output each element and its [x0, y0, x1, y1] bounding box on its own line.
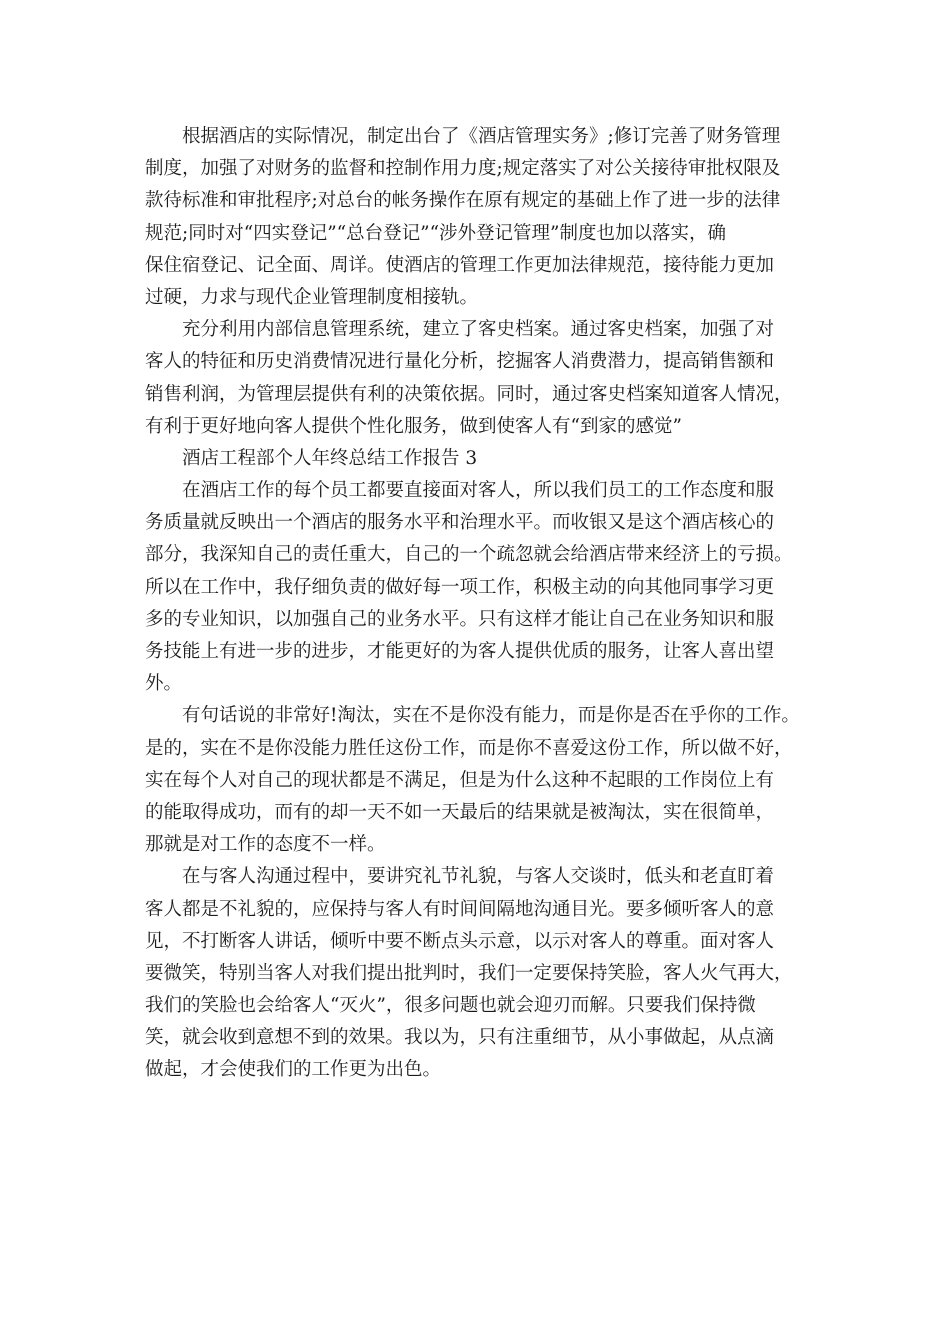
text-line: 外。: [145, 673, 183, 695]
text-line: 所以在工作中，我仔细负责的做好每一项工作，积极主动的向其他同事学习更: [145, 576, 775, 598]
text-line: 那就是对工作的态度不一样。: [145, 834, 386, 856]
text-line: 部分，我深知自己的责任重大，自己的一个疏忽就会给酒店带来经济上的亏损。: [145, 544, 793, 566]
text-line: 见，不打断客人讲话，倾听中要不断点头示意，以示对客人的尊重。面对客人: [145, 930, 775, 952]
text-line: 在酒店工作的每个员工都要直接面对客人，所以我们员工的工作态度和服: [182, 480, 775, 502]
text-line: 过硬，力求与现代企业管理制度相接轨。: [145, 286, 479, 308]
text-line: 有句话说的非常好!淘汰，实在不是你没有能力，而是你是否在乎你的工作。: [182, 705, 800, 727]
text-line: 客人都是不礼貌的，应保持与客人有时间间隔地沟通目光。要多倾听客人的意: [145, 898, 775, 920]
text-line: 制度，加强了对财务的监督和控制作用力度;规定落实了对公关接待审批权限及: [145, 158, 781, 180]
text-line: 销售利润，为管理层提供有利的决策依据。同时，通过客史档案知道客人情况，: [145, 383, 793, 405]
text-line: 务质量就反映出一个酒店的服务水平和治理水平。而收银又是这个酒店核心的: [145, 512, 775, 534]
document-body: [145, 121, 825, 1087]
text-line: 务技能上有进一步的进步，才能更好的为客人提供优质的服务，让客人喜出望: [145, 641, 775, 662]
text-line: 客人的特征和历史消费情况进行量化分析，挖掘客人消费潜力，提高销售额和: [145, 351, 775, 373]
text-line: 我们的笑脸也会给客人“灭火”，很多问题也就会迎刃而解。只要我们保持微: [145, 995, 756, 1017]
text-line: 做起，才会使我们的工作更为出色。: [145, 1059, 442, 1081]
text-line: 有利于更好地向客人提供个性化服务，做到使客人有“到家的感觉”: [145, 415, 682, 437]
text-line: 实在每个人对自己的现状都是不满足，但是为什么这种不起眼的工作岗位上有: [145, 769, 775, 791]
text-line: 要微笑，特别当客人对我们提出批判时，我们一定要保持笑脸，客人火气再大，: [145, 962, 793, 984]
text-line: 酒店工程部个人年终总结工作报告 3: [182, 447, 478, 469]
text-line: 多的专业知识，以加强自己的业务水平。只有这样才能让自己在业务知识和服: [145, 608, 775, 630]
text-line: 的能取得成功，而有的却一天不如一天最后的结果就是被淘汰，实在很简单，: [145, 801, 775, 823]
text-line: 规范;同时对“四实登记”“总台登记”“涉外登记管理”制度也加以落实，确: [145, 222, 726, 244]
text-line: 根据酒店的实际情况，制定出台了《酒店管理实务》;修订完善了财务管理: [182, 126, 781, 147]
text-line: 笑，就会收到意想不到的效果。我以为，只有注重细节，从小事做起，从点滴: [145, 1027, 775, 1049]
text-line: 款待标准和审批程序;对总台的帐务操作在原有规定的基础上作了进一步的法律: [145, 190, 781, 212]
text-line: 充分利用内部信息管理系统，建立了客史档案。通过客史档案，加强了对: [182, 319, 775, 341]
text-line: 是的，实在不是你没能力胜任这份工作，而是你不喜爱这份工作，所以做不好，: [145, 737, 793, 759]
text-line: 保住宿登记、记全面、周详。使酒店的管理工作更加法律规范，接待能力更加: [145, 254, 775, 276]
text-line: 在与客人沟通过程中，要讲究礼节礼貌，与客人交谈时，低头和老直盯着: [182, 866, 775, 888]
